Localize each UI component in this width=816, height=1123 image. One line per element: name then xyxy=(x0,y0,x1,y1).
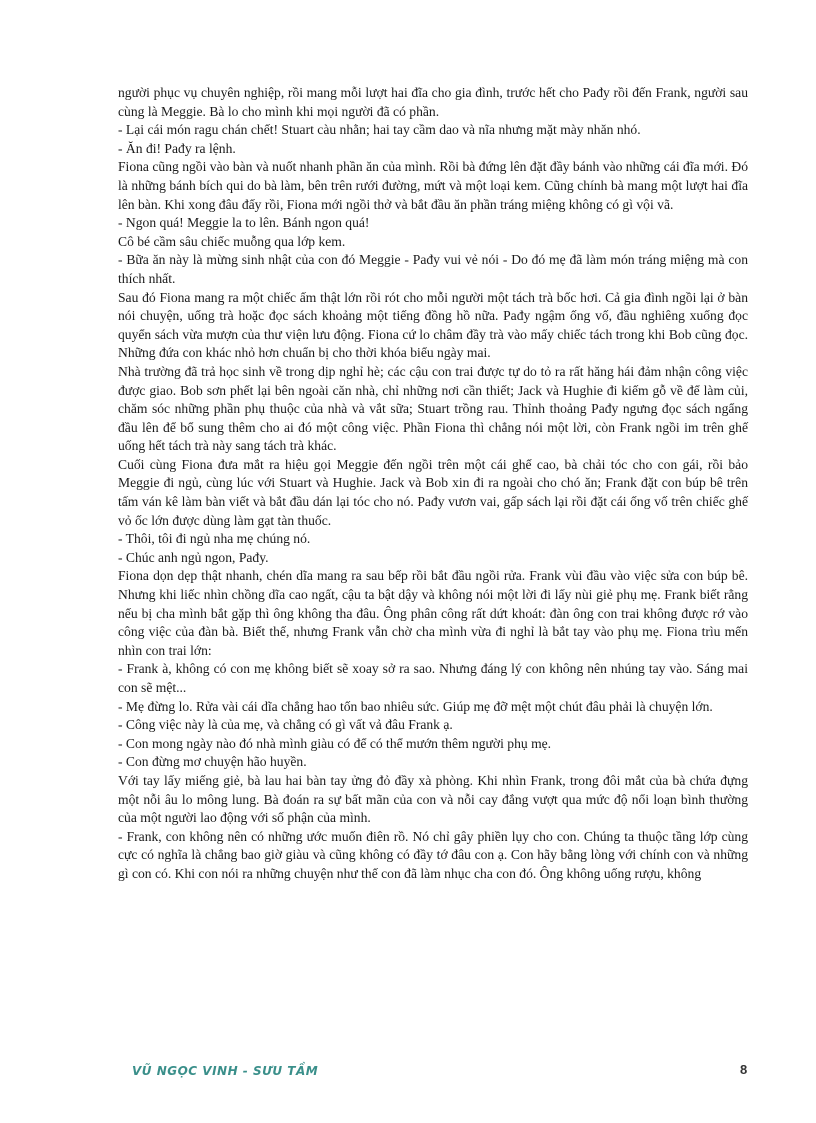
paragraph: Sau đó Fiona mang ra một chiếc ấm thật lớn rồi rót cho mỗi người một tách trà bốc hơi. Cả gia đình ngồi lại ở bàn nói chuyện, uống trà hoặc đọc sách khoảng một tiếng đồng hồ nữa. Pađy ngậm ống vố, đầu nghiêng xuống đọc quyển sách vừa mượn của thư viện lưu động. Fiona cứ lo châm đầy trà vào mấy chiếc tách trong khi Bob cũng đọc. Những đứa con khác nhỏ hơn chuẩn bị cho thời khóa biểu ngày mai. xyxy=(118,289,748,361)
paragraph: - Bữa ăn này là mừng sinh nhật của con đó Meggie - Pađy vui vẻ nói - Do đó mẹ đã làm món tráng miệng mà con thích nhất. xyxy=(118,252,748,286)
body-text xyxy=(118,84,748,884)
paragraph: Cuối cùng Fiona đưa mắt ra hiệu gọi Meggie đến ngồi trên một cái ghế cao, bà chải tóc cho con gái, rồi bảo Meggie đi ngủ, cùng lúc với Stuart và Hughie. Jack và Bob xin đi ra ngoài cho chó ăn; Frank đặt con búp bê trên tấm ván kê làm bàn viết và bắt đầu dán lại tóc cho nó. Pađy vươn vai, gấp sách lại rồi đặt cái ống vố trên chiếc ghế vỏ ốc lớn được dùng làm gạt tàn thuốc. xyxy=(118,456,748,528)
paragraph: - Ăn đi! Pađy ra lệnh. xyxy=(118,140,236,156)
paragraph: Nhà trường đã trả học sinh về trong dịp nghỉ hè; các cậu con trai được tự do tỏ ra rất hăng hái đảm nhận công việc được giao. Bob sơn phết lại bên ngoài căn nhà, chỉ những nơi cần thiết; Jack và Hughie đi kiếm gỗ về để làm củi, chăm sóc những phần phụ thuộc của nhà và vắt sữa; Stuart trồng rau. Thỉnh thoảng Pađy ngưng đọc sách ngẩng đầu lên để bổ sung thêm cho ai đó một công việc. Phần Fiona thì chẳng nói một lời, còn Frank ngồi im trên ghế uống hết tách trà này sang tách trà khác. xyxy=(118,363,748,454)
paragraph: người phục vụ chuyên nghiệp, rồi mang mỗi lượt hai đĩa cho gia đình, trước hết cho Pađy rồi đến Frank, người sau cùng là Meggie. Bà lo cho mình khi mọi người đã có phần. xyxy=(118,85,748,119)
paragraph: Fiona dọn dẹp thật nhanh, chén dĩa mang ra sau bếp rồi bắt đầu ngồi rửa. Frank vùi đầu vào việc sửa con búp bê. Nhưng khi liếc nhìn chồng dĩa cao ngất, cậu ta bật dậy và không nói một lời đi lấy nùi giẻ phụ mẹ. Frank biết rằng nếu bị cha mình bắt gặp thì ông không tha đâu. Ông phân công rất dứt khoát: đàn ông con trai không được rớ vào công việc của đàn bà. Biết thế, nhưng Frank vẫn chờ cha mình vừa đi nghỉ là bắt tay vào phụ mẹ. Fiona trìu mến nhìn con trai lớn: xyxy=(118,568,748,658)
paragraph: Fiona cũng ngồi vào bàn và nuốt nhanh phần ăn của mình. Rồi bà đứng lên đặt đầy bánh vào những cái đĩa mới. Đó là những bánh bích qui do bà làm, bên trên rưới đường, mứt và một loại kem. Cũng chính bà mang một lượt hai đĩa lên bàn. Khi xong đâu đấy rồi, Fiona mới ngồi thở và bắt đầu ăn phần tráng miệng không có gì vội vã. xyxy=(118,159,748,212)
page-number: 8 xyxy=(740,1062,748,1077)
paragraph: Cô bé cầm sâu chiếc muỗng qua lớp kem. xyxy=(118,233,346,249)
paragraph: - Chúc anh ngủ ngon, Pađy. xyxy=(118,549,269,565)
paragraph: - Mẹ đừng lo. Rửa vài cái dĩa chẳng hao tốn bao nhiêu sức. Giúp mẹ đỡ mệt một chút đâu phải là chuyện lớn. xyxy=(118,698,713,714)
paragraph: - Công việc này là của mẹ, và chẳng có gì vất vả đâu Frank ạ. xyxy=(118,717,453,733)
paragraph: - Thôi, tôi đi ngủ nha mẹ chúng nó. xyxy=(118,531,311,547)
footer-credit: VŨ NGỌC VINH - SƯU TẦM xyxy=(132,1064,319,1078)
paragraph: Với tay lấy miếng giẻ, bà lau hai bàn tay ửng đỏ đầy xà phòng. Khi nhìn Frank, trong đôi mắt của bà chứa đựng một nỗi âu lo mông lung. Bà đoán ra sự bất mãn của con và nỗi cay đắng vượt qua mức độ nổi loạn bình thường của một người lao động với số phận của mình. xyxy=(118,772,748,826)
paragraph: - Ngon quá! Meggie la to lên. Bánh ngon quá! xyxy=(118,215,370,231)
paragraph: - Frank, con không nên có những ước muốn điên rồ. Nó chỉ gây phiền lụy cho con. Chúng ta thuộc tầng lớp cùng cực có nghĩa là chẳng bao giờ giàu và cũng không có đầy tớ đâu con ạ. Con hãy bằng lòng với chính con và những gì con có. Khi con nói ra những chuyện như thế con đã làm nhục cha con đó. Ông không uống rượu, không xyxy=(118,828,748,881)
paragraph: - Con mong ngày nào đó nhà mình giàu có để có thể mướn thêm người phụ mẹ. xyxy=(118,735,552,751)
paragraph: - Frank à, không có con mẹ không biết sẽ xoay sở ra sao. Nhưng đáng lý con không nên nhúng tay vào. Sáng mai con sẽ mệt... xyxy=(118,661,748,695)
paragraph: - Con đừng mơ chuyện hão huyền. xyxy=(118,754,307,770)
paragraph: - Lại cái món ragu chán chết! Stuart càu nhằn; hai tay cầm dao và nĩa nhưng mặt mày nhăn nhó. xyxy=(118,122,641,138)
